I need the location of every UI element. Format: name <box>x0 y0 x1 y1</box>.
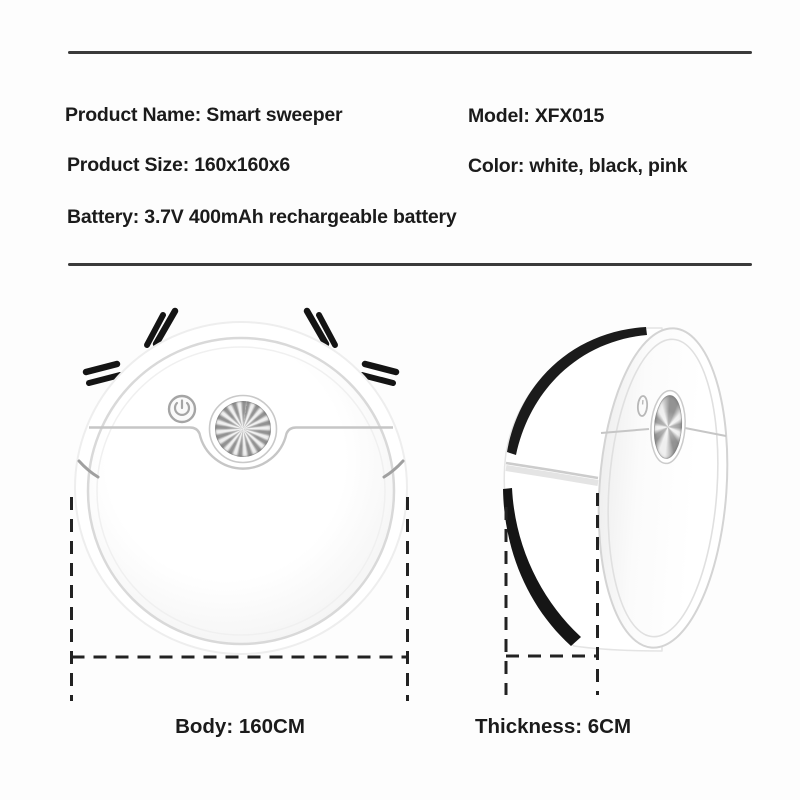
robot-top-view <box>72 311 408 701</box>
robot-body-top <box>88 338 394 644</box>
spec-battery: Battery: 3.7V 400mAh rechargeable battery <box>67 206 457 228</box>
body-dimension-label: Body: 160CM <box>175 715 305 738</box>
power-icon <box>169 396 195 422</box>
spec-color: Color: white, black, pink <box>468 155 688 177</box>
spec-model: Model: XFX015 <box>468 105 605 127</box>
brushed-metal-dial-icon <box>215 401 271 457</box>
robot-side-view <box>503 324 738 695</box>
spec-product-size: Product Size: 160x160x6 <box>67 154 291 176</box>
spec-product-name: Product Name: Smart sweeper <box>65 104 343 126</box>
thickness-dimension-label: Thickness: 6CM <box>474 715 632 738</box>
